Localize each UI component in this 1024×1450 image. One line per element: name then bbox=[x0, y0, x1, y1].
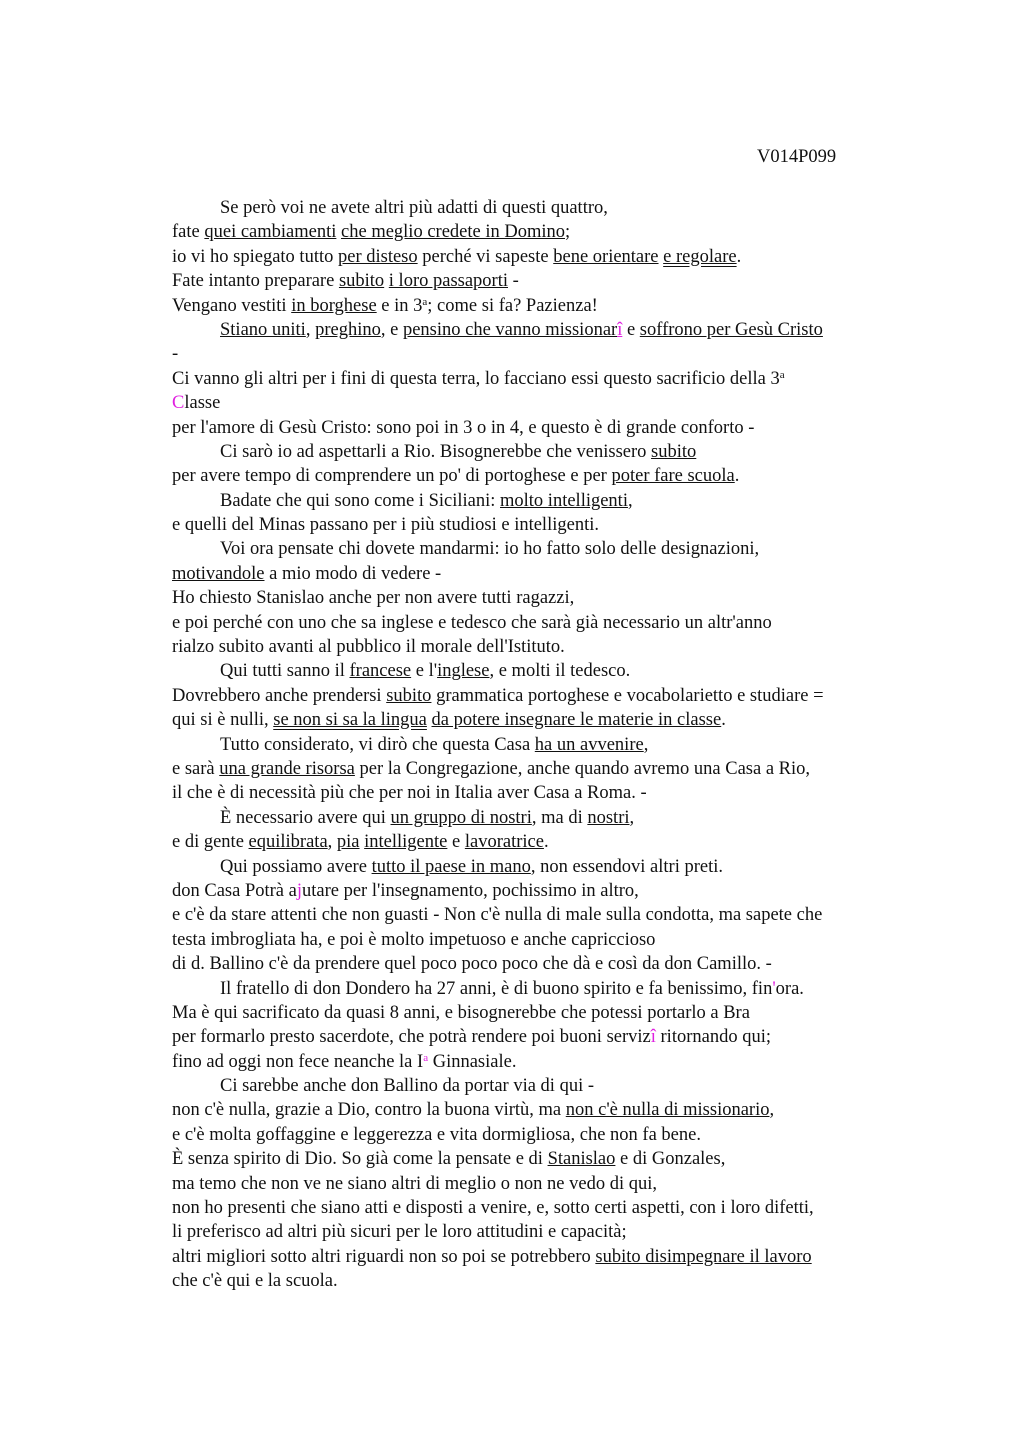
text-segment: io vi ho spiegato tutto bbox=[172, 246, 338, 267]
text-line bbox=[172, 513, 912, 537]
text-line bbox=[172, 1050, 912, 1074]
text-segment: Ginnasiale. bbox=[428, 1051, 517, 1072]
text-segment: non c'è nulla, grazie a Dio, contro la buona virtù, ma bbox=[172, 1100, 566, 1121]
text-segment: Il fratello di don Dondero ha 27 anni, è di buono spirito e fa benissimo, fin bbox=[220, 978, 773, 999]
underlined-text: quei cambiamenti bbox=[204, 222, 337, 243]
text-segment: per la Congregazione, anche quando avremo una Casa a Rio, bbox=[354, 758, 811, 779]
text-segment: Fate intanto preparare bbox=[172, 271, 339, 292]
text-segment: lasse bbox=[184, 393, 221, 414]
underlined-text: ha un avvenire bbox=[534, 734, 644, 755]
text-segment: È senza spirito di Dio. So già come la pensate e di bbox=[172, 1149, 548, 1170]
text-segment: , bbox=[629, 807, 635, 828]
text-line bbox=[172, 1220, 912, 1244]
highlighted-text: C bbox=[172, 393, 185, 414]
underlined-text: un gruppo di nostri bbox=[390, 807, 532, 828]
highlighted-text: ' bbox=[772, 978, 776, 999]
text-segment: qui si è nulli, bbox=[172, 710, 274, 731]
text-segment: , ma di bbox=[531, 807, 588, 828]
underlined-text: in borghese bbox=[291, 295, 377, 316]
underlined-text: per disteso bbox=[337, 246, 418, 267]
text-segment: - bbox=[172, 344, 179, 365]
underlined-text: bene orientare bbox=[553, 246, 659, 267]
text-segment: . bbox=[736, 246, 742, 267]
underlined-text: se non si sa la lingua bbox=[273, 710, 427, 731]
text-segment: , bbox=[643, 734, 649, 755]
text-line bbox=[172, 879, 912, 903]
text-segment: , e molti il tedesco. bbox=[489, 661, 631, 682]
text-segment: . bbox=[734, 466, 740, 487]
text-segment: grammatica portoghese e vocabolarietto e studiare = bbox=[431, 685, 824, 706]
text-line bbox=[172, 562, 912, 586]
underlined-text: non c'è nulla di missionario bbox=[565, 1100, 770, 1121]
text-line bbox=[172, 1172, 912, 1196]
text-line bbox=[172, 1098, 912, 1122]
text-segment: rialzo subito avanti al pubblico il morale dell'Istituto. bbox=[172, 637, 565, 658]
text-segment: che c'è qui e la scuola. bbox=[172, 1271, 338, 1292]
text-line bbox=[172, 635, 912, 659]
text-line bbox=[172, 1001, 912, 1025]
text-line bbox=[172, 586, 912, 610]
text-segment: Vengano vestiti bbox=[172, 295, 292, 316]
underlined-text: una grande risorsa bbox=[219, 758, 355, 779]
text-segment: e bbox=[622, 319, 640, 340]
text-segment: e c'è da stare attenti che non guasti - Non c'è nulla di male sulla condotta, ma sapete che bbox=[172, 905, 823, 926]
text-segment: . bbox=[543, 832, 549, 853]
underlined-text: che meglio credete in Domino bbox=[341, 222, 565, 243]
text-segment: Badate che qui sono come i Siciliani: bbox=[220, 490, 501, 511]
text-segment: e sarà bbox=[172, 758, 220, 779]
underlined-text: i loro passaporti bbox=[388, 271, 508, 292]
underlined-text: tutto il paese in mano bbox=[371, 856, 531, 877]
text-line bbox=[172, 977, 912, 1001]
text-segment: Ci vanno gli altri per i fini di questa terra, lo facciano essi questo sacrificio della 3 bbox=[172, 368, 780, 389]
text-line bbox=[172, 781, 912, 805]
text-line bbox=[172, 269, 912, 293]
text-segment: , non essendovi altri preti. bbox=[530, 856, 723, 877]
text-segment: , bbox=[769, 1100, 775, 1121]
text-segment: e in 3 bbox=[376, 295, 423, 316]
text-segment: di d. Ballino c'è da prendere quel poco poco poco che dà e così da don Camillo. - bbox=[172, 954, 772, 975]
text-segment: , e bbox=[380, 319, 403, 340]
text-line bbox=[172, 1147, 912, 1171]
text-line bbox=[172, 464, 912, 488]
text-line bbox=[172, 952, 912, 976]
underlined-text: soffrono per Gesù Cristo bbox=[639, 319, 823, 340]
text-segment: Ma è qui sacrificato da quasi 8 anni, e bisognerebbe che potessi portarlo a Bra bbox=[172, 1002, 750, 1023]
text-line bbox=[172, 757, 912, 781]
text-line bbox=[172, 1123, 912, 1147]
text-line bbox=[172, 367, 912, 391]
text-segment: , bbox=[305, 319, 316, 340]
highlighted-text: î bbox=[650, 1027, 656, 1048]
text-segment: Ci sarebbe anche don Ballino da portar via di qui - bbox=[220, 1076, 595, 1097]
highlighted-text: j bbox=[296, 880, 302, 901]
underlined-text: Stanislao bbox=[547, 1149, 616, 1170]
text-line bbox=[172, 684, 912, 708]
underlined-text: e regolare bbox=[663, 246, 737, 267]
text-segment: utare per l'insegnamento, pochissimo in altro, bbox=[302, 880, 639, 901]
underlined-text: preghino bbox=[315, 319, 381, 340]
text-segment: don Casa Potrà a bbox=[172, 880, 297, 901]
text-line bbox=[172, 440, 912, 464]
page-identifier: V014P099 bbox=[757, 147, 837, 167]
text-segment: li preferisco ad altri più sicuri per le loro attitudini e capacità; bbox=[172, 1222, 627, 1243]
text-segment: È necessario avere qui bbox=[220, 807, 391, 828]
text-segment: il che è di necessità più che per noi in Italia aver Casa a Roma. - bbox=[172, 783, 647, 804]
text-line bbox=[172, 1269, 912, 1293]
text-line bbox=[172, 1025, 912, 1049]
text-segment: non ho presenti che siano atti e disposti a venire, e, sotto certi aspetti, con i loro difetti, bbox=[172, 1198, 814, 1219]
superscript-text: a bbox=[779, 368, 785, 381]
underlined-text: francese bbox=[349, 661, 412, 682]
underlined-text: Stiano uniti bbox=[220, 319, 306, 340]
text-line bbox=[172, 391, 912, 415]
underlined-text: subito bbox=[338, 271, 385, 292]
underlined-text: equilibrata bbox=[248, 832, 328, 853]
text-segment: e di gente bbox=[172, 832, 249, 853]
text-segment: testa imbrogliata ha, e poi è molto impetuoso e anche capriccioso bbox=[172, 929, 656, 950]
text-line bbox=[172, 806, 912, 830]
text-line bbox=[172, 294, 912, 318]
text-line bbox=[172, 245, 912, 269]
text-segment: a mio modo di vedere - bbox=[264, 563, 442, 584]
text-line bbox=[172, 342, 912, 366]
underlined-text: nostri bbox=[587, 807, 630, 828]
underlined-text: subito disimpegnare il lavoro bbox=[595, 1246, 812, 1267]
text-segment: fate bbox=[172, 222, 205, 243]
underlined-text: pia bbox=[336, 832, 360, 853]
underlined-text: poter fare scuola bbox=[611, 466, 735, 487]
text-segment: Dovrebbero anche prendersi bbox=[172, 685, 387, 706]
text-segment: e c'è molta goffaggine e leggerezza e vita dormigliosa, che non fa bene. bbox=[172, 1124, 701, 1145]
text-line bbox=[172, 416, 912, 440]
highlighted-text: a bbox=[423, 1051, 429, 1064]
underlined-text: motivandole bbox=[172, 563, 265, 584]
underlined-text: lavoratrice bbox=[464, 832, 544, 853]
text-segment: perché vi sapeste bbox=[417, 246, 554, 267]
text-segment: e bbox=[447, 832, 465, 853]
text-segment: , bbox=[627, 490, 633, 511]
text-segment: e l' bbox=[411, 661, 438, 682]
underlined-text: molto intelligenti bbox=[500, 490, 628, 511]
underlined-text: da potere insegnare le materie in classe bbox=[431, 710, 722, 731]
text-segment: e quelli del Minas passano per i più studiosi e intelligenti. bbox=[172, 515, 599, 536]
text-segment: ma temo che non ve ne siano altri di meglio o non ne vedo di qui, bbox=[172, 1173, 658, 1194]
text-line bbox=[172, 1074, 912, 1098]
underlined-text: subito bbox=[651, 441, 697, 462]
text-segment: - bbox=[508, 271, 519, 292]
text-segment: Ci sarò io ad aspettarli a Rio. Bisognerebbe che venissero bbox=[220, 441, 652, 462]
text-line bbox=[172, 708, 912, 732]
text-line bbox=[172, 733, 912, 757]
text-line bbox=[172, 196, 912, 220]
text-segment: per l'amore di Gesù Cristo: sono poi in 3 o in 4, e questo è di grande conforto - bbox=[172, 417, 755, 438]
text-segment: Tutto considerato, vi dirò che questa Casa bbox=[220, 734, 535, 755]
underlined-text: î bbox=[617, 319, 623, 340]
superscript-text: a bbox=[422, 295, 428, 308]
text-line bbox=[172, 928, 912, 952]
text-line bbox=[172, 489, 912, 513]
text-line bbox=[172, 659, 912, 683]
text-segment: e di Gonzales, bbox=[615, 1149, 726, 1170]
text-line bbox=[172, 1196, 912, 1220]
text-segment: ritornando qui; bbox=[655, 1027, 771, 1048]
text-segment: Qui tutti sanno il bbox=[220, 661, 350, 682]
underlined-text: pensino che vanno missionar bbox=[402, 319, 618, 340]
text-line bbox=[172, 830, 912, 854]
text-segment: altri migliori sotto altri riguardi non so poi se potrebbero bbox=[172, 1246, 596, 1267]
text-segment: Se però voi ne avete altri più adatti di questi quattro, bbox=[220, 198, 608, 218]
text-line bbox=[172, 903, 912, 927]
text-segment: e poi perché con uno che sa inglese e tedesco che sarà già necessario un altr'anno bbox=[172, 612, 772, 633]
text-segment: , bbox=[327, 832, 337, 853]
text-line bbox=[172, 611, 912, 635]
text-line bbox=[172, 318, 912, 342]
underlined-text: intelligente bbox=[364, 832, 448, 853]
text-segment: per avere tempo di comprendere un po' di portoghese e per bbox=[172, 466, 612, 487]
underlined-text: subito bbox=[386, 685, 432, 706]
text-segment: Voi ora pensate chi dovete mandarmi: io ho fatto solo delle designazioni, bbox=[220, 539, 760, 560]
text-line bbox=[172, 1245, 912, 1269]
text-segment: ora. bbox=[775, 978, 804, 999]
text-line bbox=[172, 220, 912, 244]
letter-body bbox=[172, 196, 912, 1294]
text-segment: . bbox=[721, 710, 726, 731]
text-segment: Ho chiesto Stanislao anche per non avere tutti ragazzi, bbox=[172, 588, 575, 609]
text-segment: ; bbox=[565, 222, 571, 243]
text-segment: fino ad oggi non fece neanche la I bbox=[172, 1051, 424, 1072]
underlined-text: inglese bbox=[437, 661, 490, 682]
text-line bbox=[172, 855, 912, 879]
text-segment: Qui possiamo avere bbox=[220, 856, 372, 877]
text-line bbox=[172, 537, 912, 561]
text-segment: per formarlo presto sacerdote, che potrà rendere poi buoni serviz bbox=[172, 1027, 651, 1048]
text-segment: ; come si fa? Pazienza! bbox=[427, 295, 598, 316]
